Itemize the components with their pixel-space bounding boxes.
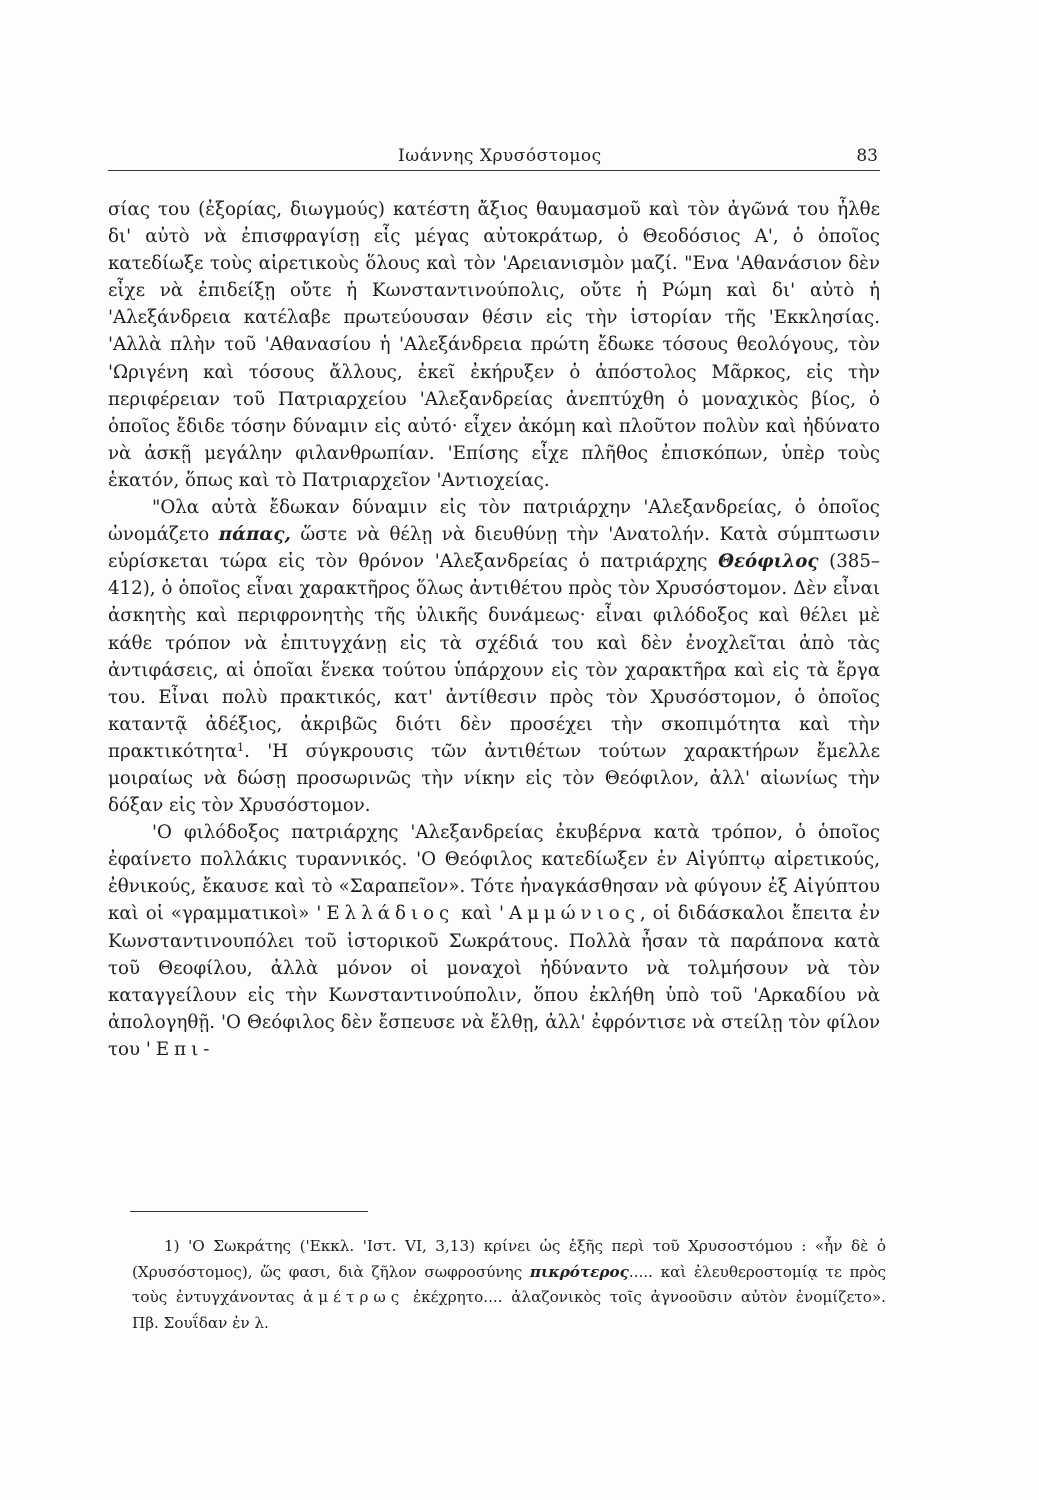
emphasis-papas: πάπας, xyxy=(218,524,291,546)
paragraph-2-text-b: ὥστε νὰ θέλῃ νὰ διευθύνῃ τὴν 'Ανατολήν. Κατὰ σύμπτωσιν εὑρίσκεται τώρα εἰς τὸν θρόνον 'Αλεξανδρείας ὁ πατριάρχης xyxy=(108,524,880,573)
footnote-1 xyxy=(132,1234,886,1336)
spaced-name-ammonios: 'Αμμώνιος xyxy=(498,903,640,925)
emphasis-pikroteros: πικρότερος xyxy=(529,1262,629,1281)
main-text xyxy=(108,196,880,1063)
paragraph-3 xyxy=(108,819,880,1063)
paragraph-3-text-b: καὶ xyxy=(454,903,499,925)
paragraph-1 xyxy=(108,196,880,494)
footnote-1-text-c: ἐκέχρητο.... ἀλαζονικὸς τοῖς ἀγνοοῦσιν αὐτὸν ἐνομίζετο». Πβ. Σουΐδαν ἐν λ. xyxy=(132,1288,887,1332)
footnote-reference: 1 xyxy=(237,740,245,754)
paragraph-2-text-c: (385–412), ὁ ὁποῖος εἶναι χαρακτῆρος ὅλως ἀντιθέτου πρὸς τὸν Χρυσόστομον. Δὲν εἶναι ἀσκητὴς καὶ περιφρονητὴς τῆς ὑλικῆς δυνάμεως· εἶναι φιλόδοξος καὶ θέλει μὲ κάθε τρόπον νὰ ἐπιτυγχάνῃ εἰς τὰ σχέδιά του καὶ δὲν ἐνοχλεῖται ἀπὸ τὰς ἀντιφάσεις, αἱ ὁποῖαι ἕνεκα τούτου ὑπάρχουν εἰς τὸν χαρακτῆρα καὶ εἰς τὰ ἔργα του. Εἶναι πολὺ πρακτικός, κατ' ἀντίθεσιν πρὸς τὸν Χρυσόστομον, ὁ ὁποῖος καταντᾷ ἀδέξιος, ἀκριβῶς διότι δὲν προσέχει τὴν σκοπιμότητα καὶ τὴν πρακτικότητα xyxy=(108,551,881,762)
paragraph-3-text-a: 'Ο φιλόδοξος πατριάρχης 'Αλεξανδρείας ἐκυβέρνα κατὰ τρόπον, ὁ ὁποῖος ἐφαίνετο πολλάκις τυραννικός. 'Ο Θεόφιλος κατεδίωξεν ἐν Αἰγύπτῳ αἱρετικούς, ἐθνικούς, ἔκαυσε καὶ τὸ «Σαραπεῖον». Τότε ἠναγκάσθησαν νὰ φύγουν ἐξ Αἰγύπτου καὶ οἱ «γραμματικοὶ» xyxy=(108,822,880,925)
page-header xyxy=(108,146,880,171)
footnote-divider xyxy=(130,1211,368,1212)
spaced-name-helladios: 'Ελλάδιος xyxy=(316,903,455,925)
paragraph-2 xyxy=(108,494,880,819)
page-number: 83 xyxy=(856,146,878,166)
footnote-1-text-a: 1) 'Ο Σωκράτης ('Εκκλ. 'Ιστ. VI, 3,13) κρίνει ὡς ἑξῆς περὶ τοῦ Χρυσοστόμου : «ἦν δὲ ὁ (Χρυσόστομος), ὥς φασι, διὰ ζῆλον σωφροσύνης xyxy=(132,1237,886,1281)
spaced-word-ametros: ἀμέτρως xyxy=(303,1288,405,1306)
running-title: Ιωάννης Χρυσόστομος xyxy=(398,146,602,166)
emphasis-theophilos: Θεόφιλος xyxy=(718,551,819,573)
paragraph-3-text-c: , οἱ διδάσκαλοι ἔπειτα ἐν Κωνσταντινουπόλει τοῦ ἱστορικοῦ Σωκράτους. Πολλὰ ἦσαν τὰ παράπονα κατὰ τοῦ Θεοφίλου, ἀλλὰ μόνον οἱ μοναχοὶ ἠδύναντο νὰ τολμήσουν νὰ τὸν καταγγείλουν εἰς τὴν Κωνσταντινούπολιν, ὅπου ἐκλήθη ὑπὸ τοῦ 'Αρκαδίου νὰ ἀπολογηθῇ. 'Ο Θεόφιλος δὲν ἔσπευσε νὰ ἔλθῃ, ἀλλ' ἐφρόντισε νὰ στείλῃ τὸν φίλον του xyxy=(108,903,880,1060)
spaced-name-epi: 'Επι- xyxy=(145,1038,215,1060)
paragraph-1-text: σίας του (ἐξορίας, διωγμούς) κατέστη ἄξιος θαυμασμοῦ καὶ τὸν ἀγῶνά του ἦλθε δι' αὐτὸ νὰ ἐπισφραγίσῃ εἷς μέγας αὐτοκράτωρ, ὁ Θεοδόσιος Α', ὁ ὁποῖος κατεδίωξε τοὺς αἱρετικοὺς ὅλους καὶ τὸν 'Αρειανισμὸν μαζί. "Ενα 'Αθανάσιον δὲν εἶχε νὰ ἐπιδείξῃ οὔτε ἡ Κωνσταντινούπολις, οὔτε ἡ Ρώμη καὶ δι' αὐτὸ ἡ 'Αλεξάνδρεια κατέλαβε πρωτεύουσαν θέσιν εἰς τὴν ἱστορίαν τῆς 'Εκκλησίας. 'Αλλὰ πλὴν τοῦ 'Αθανασίου ἡ 'Αλεξάνδρεια πρώτη ἔδωκε τόσους θεολόγους, τὸν 'Ωριγένη καὶ τόσους ἄλλους, ἐκεῖ ἐκήρυξεν ὁ ἀπόστολος Μᾶρκος, εἰς τὴν περιφέρειαν τοῦ Πατριαρχείου 'Αλεξανδρείας ἀνεπτύχθη ὁ μοναχικὸς βίος, ὁ ὁποῖος ἔδιδε τόσην δύναμιν εἰς αὐτό· εἶχεν ἀκόμη καὶ πλοῦτον πολὺν καὶ ἠδύνατο νὰ ἀσκῇ μεγάλην φιλανθρωπίαν. 'Επίσης εἶχε πλῆθος ἐπισκόπων, ὑπὲρ τοὺς ἑκατόν, ὅπως καὶ τὸ Πατριαρχεῖον 'Αντιοχείας. xyxy=(108,199,880,491)
paragraph-2-text-d: . 'Η σύγκρουσις τῶν ἀντιθέτων τούτων χαρακτήρων ἔμελλε μοιραίως νὰ δώσῃ προσωρινῶς τὴν νίκην εἰς τὸν Θεόφιλον, ἀλλ' αἰωνίως τὴν δόξαν εἰς τὸν Χρυσόστομον. xyxy=(108,740,880,817)
footnotes xyxy=(132,1234,886,1336)
paragraph-2-text-a: "Ολα αὐτὰ ἔδωκαν δύναμιν εἰς τὸν πατριάρχην 'Αλεξανδρείας, ὁ ὁποῖος ὠνομάζετο xyxy=(108,497,880,546)
footnote-1-text-b: ..... καὶ ἐλευθεροστομίᾳ τε πρὸς τοὺς ἐντυγχάνοντας xyxy=(132,1262,886,1306)
